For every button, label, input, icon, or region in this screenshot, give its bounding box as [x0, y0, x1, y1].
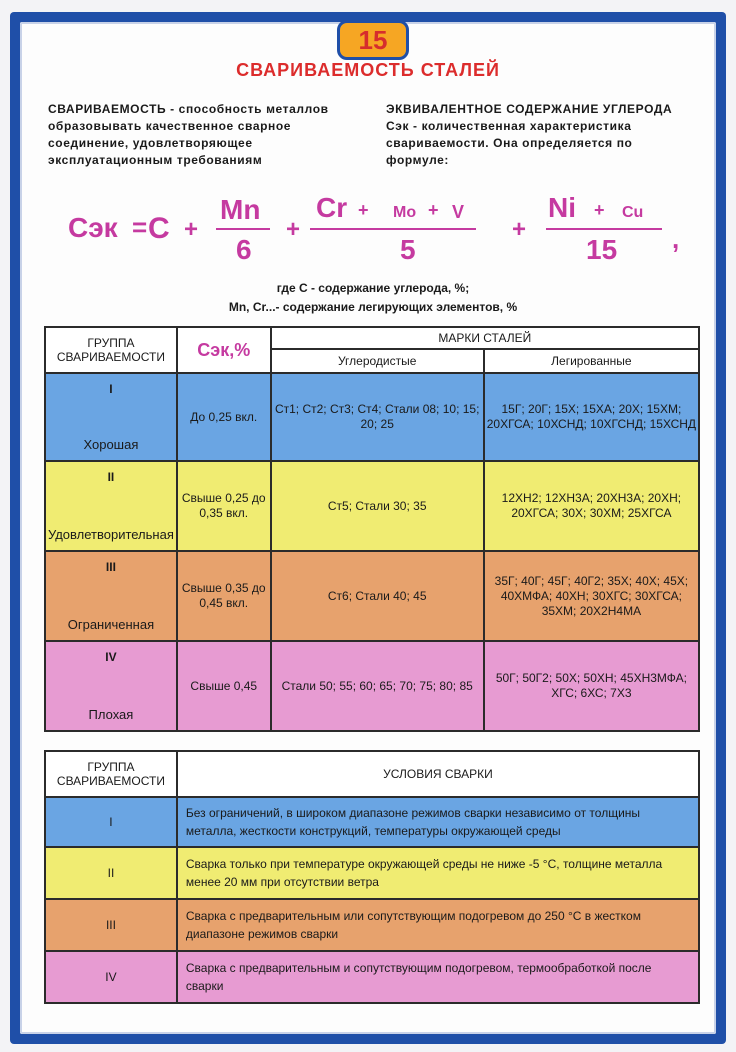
table-row: [45, 373, 699, 461]
page-title: СВАРИВАЕМОСТЬ СТАЛЕЙ: [236, 60, 500, 80]
table-row: [45, 951, 699, 1003]
formula-c: С: [148, 212, 170, 245]
formula-plus-1: +: [184, 216, 199, 243]
formula-note-carbon: где С - содержание углерода, %;: [276, 281, 470, 295]
formula-plus-5: +: [512, 216, 527, 243]
group-cell: III: [45, 899, 177, 951]
cek-cell: Свыше 0,45: [177, 641, 271, 731]
formula-legend: [48, 279, 698, 317]
formula-plus-2: +: [286, 216, 301, 243]
cek-cell: Свыше 0,35 до 0,45 вкл.: [177, 551, 271, 641]
formula-lhs: Сэк: [68, 212, 118, 243]
carbon-equivalent-definition: ЭКВИВАЛЕНТНОЕ СОДЕРЖАНИЕ УГЛЕРОДА Сэк - количественная характеристика свариваемости. Она определяется по формуле:: [386, 102, 673, 167]
table-row: [45, 641, 699, 731]
formula-five: 5: [400, 234, 416, 265]
table-row: [45, 847, 699, 899]
condition-cell: Сварка только при температуре окружающей среды не ниже -5 °С, толщине металла менее 20 мм при отсутствии ветра: [177, 847, 699, 899]
formula-comma: ,: [672, 224, 680, 254]
formula-v: V: [452, 202, 465, 222]
group-cell: IV Плохая: [45, 641, 177, 731]
header-carbon: Углеродистые: [271, 349, 484, 373]
group-cell: III Ограниченная: [45, 551, 177, 641]
group-cell: II Удовлетворительная: [45, 461, 177, 551]
page-number: 15: [358, 24, 388, 55]
formula-plus-3: +: [358, 200, 369, 220]
formula-frac-line-1: [216, 228, 270, 230]
carbon-equivalent-formula: [48, 190, 698, 270]
weldability-definition: СВАРИВАЕМОСТЬ - способность металлов образовывать качественное сварное соединение, удовлетворяющее эксплуатационным требованиям: [48, 102, 329, 167]
carbon-steels-cell: Стали 50; 55; 60; 65; 70; 75; 80; 85: [271, 641, 484, 731]
formula-ni: Ni: [548, 192, 576, 223]
table-row: [45, 461, 699, 551]
formula-frac-line-2: [310, 228, 476, 230]
formula-mo: Mo: [393, 204, 417, 221]
group-cell: I Хорошая: [45, 373, 177, 461]
formula-plus-4: +: [428, 200, 439, 220]
formula-plus-6: +: [594, 200, 605, 220]
steel-grades-table: [44, 326, 700, 732]
formula-eq: =: [132, 212, 148, 242]
cek-cell: До 0,25 вкл.: [177, 373, 271, 461]
condition-cell: Сварка с предварительным и сопутствующим подогревом, термообработкой после сварки: [177, 951, 699, 1003]
formula-fifteen: 15: [586, 234, 618, 265]
header-group-2: ГРУППА СВАРИВАЕМОСТИ: [45, 751, 177, 797]
group-cell: II: [45, 847, 177, 899]
carbon-steels-cell: Ст5; Стали 30; 35: [271, 461, 484, 551]
table-row: [45, 551, 699, 641]
cek-cell: Свыше 0,25 до 0,35 вкл.: [177, 461, 271, 551]
formula-cu: Cu: [622, 204, 644, 221]
formula-mn: Mn: [220, 194, 261, 225]
header-group: ГРУППА СВАРИВАЕМОСТИ: [45, 327, 177, 373]
header-marks: МАРКИ СТАЛЕЙ: [271, 327, 699, 349]
formula-six: 6: [236, 234, 252, 265]
carbon-steels-cell: Ст1; Ст2; Ст3; Ст4; Стали 08; 10; 15; 20; 25: [271, 373, 484, 461]
carbon-steels-cell: Ст6; Стали 40; 45: [271, 551, 484, 641]
formula-frac-line-3: [546, 228, 662, 230]
page-number-badge: [337, 20, 409, 60]
table-row: [45, 899, 699, 951]
header-conditions: УСЛОВИЯ СВАРКИ: [177, 751, 699, 797]
formula-note-alloying: Mn, Cr...- содержание легирующих элементов, %: [228, 300, 518, 314]
group-cell: IV: [45, 951, 177, 1003]
alloy-steels-cell: 50Г; 50Г2; 50Х; 50ХН; 45ХН3МФА; ХГС; 6ХС; 7Х3: [484, 641, 699, 731]
alloy-steels-cell: 35Г; 40Г; 45Г; 40Г2; 35Х; 40Х; 45Х; 40ХМФА; 40ХН; 30ХГС; 30ХГСА; 35ХМ; 20Х2Н4МА: [484, 551, 699, 641]
table-row: [45, 797, 699, 847]
formula-cr: Cr: [316, 192, 348, 223]
header-cek: Сэк,%: [177, 327, 271, 373]
condition-cell: Без ограничений, в широком диапазоне режимов сварки независимо от толщины металла, жесткости конструкций, температуры окружающей среды: [177, 797, 699, 847]
alloy-steels-cell: 15Г; 20Г; 15Х; 15ХА; 20Х; 15ХМ; 20ХГСА; 10ХСНД; 10ХГСНД; 15ХСНД: [484, 373, 699, 461]
condition-cell: Сварка с предварительным или сопутствующим подогревом до 250 °С в жестком диапазоне режимов сварки: [177, 899, 699, 951]
welding-conditions-table: [44, 750, 700, 1004]
header-alloy: Легированные: [484, 349, 699, 373]
alloy-steels-cell: 12ХН2; 12ХН3А; 20ХН3А; 20ХН; 20ХГСА; 30Х; 30ХМ; 25ХГСА: [484, 461, 699, 551]
group-cell: I: [45, 797, 177, 847]
